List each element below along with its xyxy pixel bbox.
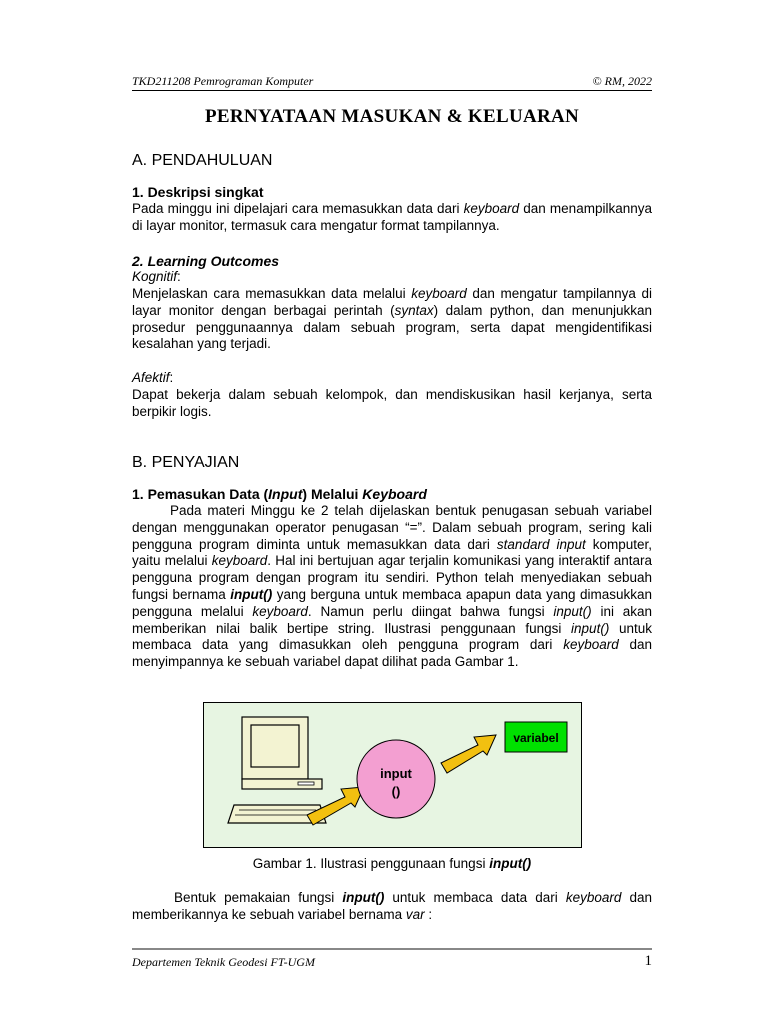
- figure-illustration-svg: [204, 703, 581, 847]
- computer-icon: [228, 717, 326, 823]
- circle-label-parens: (): [391, 784, 401, 799]
- header-copyright: © RM, 2022: [592, 74, 652, 88]
- circle-label-input: input: [380, 766, 412, 781]
- document-title: PERNYATAAN MASUKAN & KELUARAN: [204, 106, 580, 127]
- header-course: TKD211208 Pemrograman Komputer: [132, 74, 314, 88]
- page-number: 1: [644, 953, 652, 969]
- paragraph-kognitif: Menjelaskan cara memasukkan data melalui keyboard dan mengatur tampilannya di layar monitor dengan berbagai perintah (syntax) dalam python, dan menunjukkan prosedur penggunaannya dalam sebuah program, serta dapat mengidentifikasi kesalahan yang terjadi.: [132, 286, 652, 352]
- subsection-deskripsi: 1. Deskripsi singkat: [132, 184, 264, 200]
- page-header: [132, 74, 652, 91]
- paragraph-afektif: Dapat bekerja dalam sebuah kelompok, dan mendiskusikan hasil kerjanya, serta berpikir logis.: [132, 387, 652, 419]
- arrow-input-to-variable: [441, 735, 496, 773]
- paragraph-input-usage: Bentuk pemakaian fungsi input() untuk membaca data dari keyboard dan memberikannya ke sebuah variabel bernama var :: [132, 890, 652, 922]
- label-kognitif: Kognitif:: [132, 269, 181, 284]
- variable-box-label: variabel: [513, 731, 559, 745]
- subsection-learning-outcomes: 2. Learning Outcomes: [132, 253, 280, 269]
- section-a-heading: A. PENDAHULUAN: [132, 152, 273, 169]
- footer-department: Departemen Teknik Geodesi FT-UGM: [132, 955, 315, 969]
- subsection-pemasukan-data: 1. Pemasukan Data (Input) Melalui Keyboard: [132, 486, 427, 502]
- label-afektif: Afektif:: [132, 370, 174, 385]
- paragraph-deskripsi: Pada minggu ini dipelajari cara memasukkan data dari keyboard dan menampilkannya di layar monitor, termasuk cara mengatur format tampilannya.: [132, 201, 652, 233]
- paragraph-pemasukan-data: Pada materi Minggu ke 2 telah dijelaskan bentuk penugasan sebuah variabel dengan menggunakan operator penugasan “=”. Dalam sebuah program, sering kali pengguna program diminta untuk memasukkan data dari standard input komputer, yaitu melalui keyboard. Hal ini bertujuan agar terjalin komunikasi yang interaktif antara pengguna program dengan program itu sendiri. Python telah menyediakan sebuah fungsi bernama input() yang berguna untuk membaca apapun data yang dimasukkan pengguna melalui keyboard. Namun perlu diingat bahwa fungsi input() ini akan memberikan nilai balik bertipe string. Ilustrasi penggunaan fungsi input() untuk membaca data yang dimasukkan oleh pengguna program dari keyboard dan menyimpannya ke sebuah variabel dapat dilihat pada Gambar 1.: [132, 503, 653, 670]
- figure-caption: Gambar 1. Ilustrasi penggunaan fungsi input(): [252, 856, 532, 871]
- section-b-heading: B. PENYAJIAN: [132, 454, 240, 471]
- page-footer: [132, 948, 652, 969]
- figure-input-illustration: [203, 702, 582, 848]
